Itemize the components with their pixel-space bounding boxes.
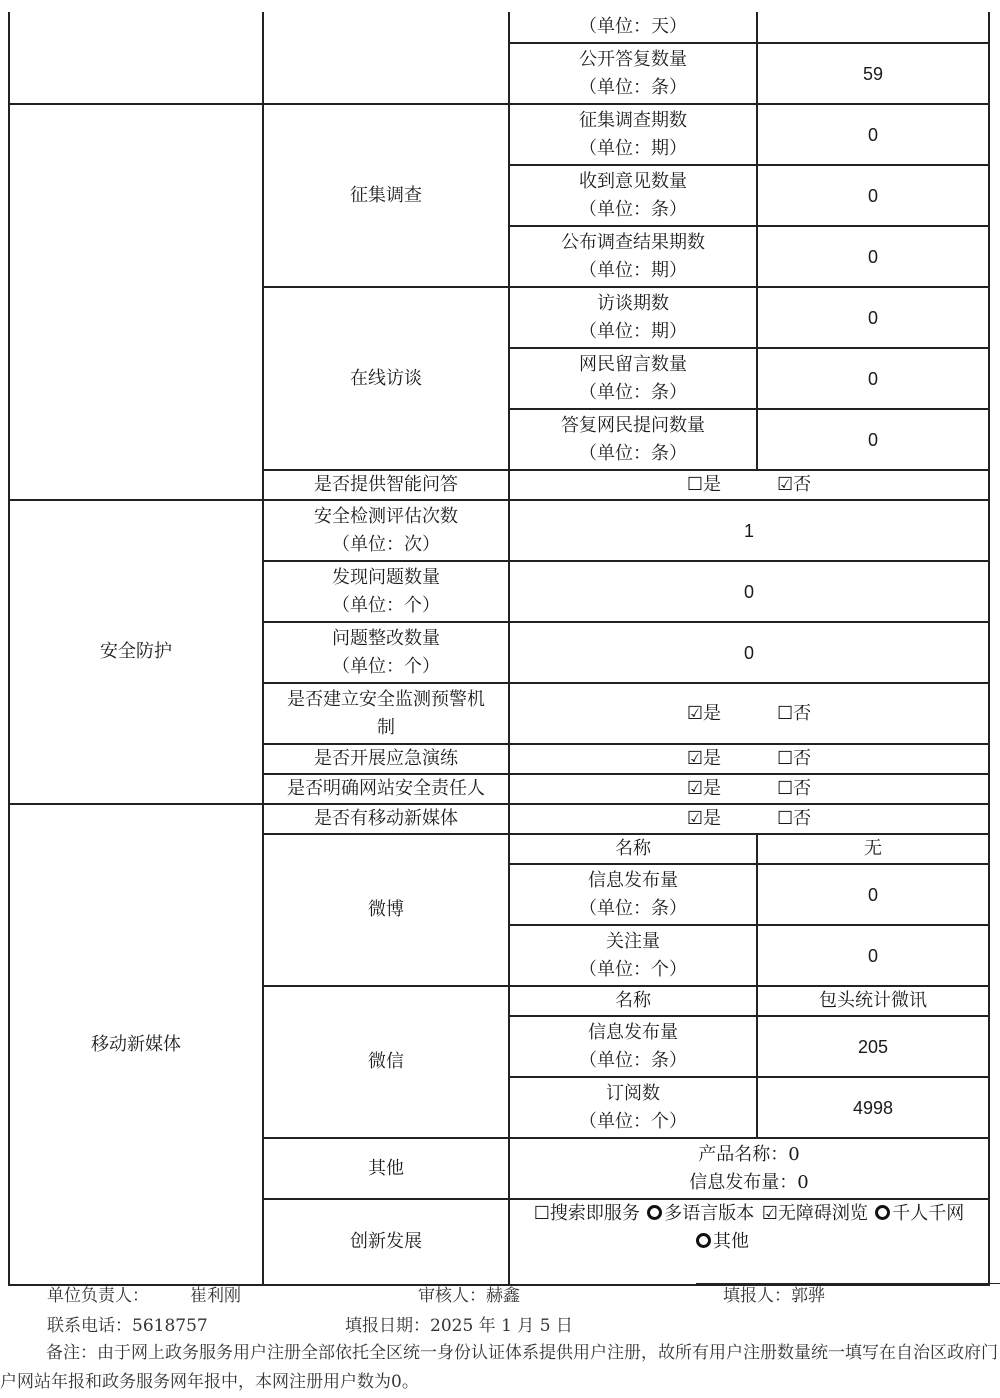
option-personalized[interactable]: 千人千网 [875,1200,964,1228]
section-cell-continued-2 [9,104,263,500]
row-value: 4998 [757,1077,989,1138]
head-name: 崔利刚 [190,1286,241,1306]
group-cell-continued [263,12,509,104]
mobile-has-label: 是否有移动新媒体 [263,804,509,834]
warning-label: 是否建立安全监测预警机 制 [263,683,509,744]
row-label: 网民留言数量 （单位：条） [509,348,757,409]
warning-options [509,683,989,744]
owner-options [509,774,989,804]
checkbox-no[interactable]: ☐否 [777,808,812,829]
group-wechat: 微信 [263,986,509,1138]
radio-icon [647,1205,662,1220]
checkbox-no[interactable]: ☐否 [777,778,812,799]
checkbox-yes[interactable]: ☑是 [686,748,721,769]
row-label: 公开答复数量 （单位：条） [509,43,757,104]
row-value: 0 [757,226,989,287]
row-label: 公布调查结果期数 （单位：期） [509,226,757,287]
row-label: 访谈期数 （单位：期） [509,287,757,348]
row-label: 名称 [509,986,757,1016]
option-search-service[interactable]: ☐搜索即服务 [533,1203,640,1224]
row-value: 0 [509,622,989,683]
checkbox-yes[interactable]: ☐是 [686,474,721,495]
option-accessibility[interactable]: ☑无障碍浏览 [761,1203,868,1224]
fill-date: 填报日期：2025 年 1 月 5 日 [345,1316,573,1336]
row-value: 1 [509,500,989,561]
row-value [757,12,989,43]
row-label: 关注量 （单位：个） [509,925,757,986]
head-label: 单位负责人： [47,1286,149,1306]
row-label: 安全检测评估次数 （单位：次） [263,500,509,561]
row-value: 0 [757,348,989,409]
group-weibo: 微博 [263,834,509,986]
other-info: 产品名称：0 信息发布量：0 [509,1138,989,1199]
mobile-has-options [509,804,989,834]
row-label: 问题整改数量 （单位：个） [263,622,509,683]
row-label: 征集调查期数 （单位：期） [509,104,757,165]
row-label: 信息发布量 （单位：条） [509,1016,757,1077]
row-label: 信息发布量 （单位：条） [509,864,757,925]
section-security: 安全防护 [9,500,263,804]
group-interview: 在线访谈 [263,287,509,470]
section-mobile-media: 移动新媒体 [9,804,263,1285]
group-survey: 征集调查 [263,104,509,287]
filler: 填报人：郭骅 [723,1286,825,1306]
section-innovation: 创新发展 [263,1199,509,1285]
checkbox-no[interactable]: ☐否 [777,748,812,769]
report-table [8,12,990,1286]
row-label: 答复网民提问数量 （单位：条） [509,409,757,470]
checkbox-yes[interactable]: ☑是 [686,778,721,799]
group-other: 其他 [263,1138,509,1199]
row-value: 0 [757,409,989,470]
row-value: 205 [757,1016,989,1077]
remark-text: 备注：由于网上政务服务用户注册全部依托全区统一身份认证体系提供用户注册，故所有用户注册数量统一填写在自治区政府门户网站年报和政务服务网年报中，本网注册用户数为0。 [0,1343,998,1392]
checkbox-no[interactable]: ☐否 [777,702,812,724]
row-label: （单位：天） [509,12,757,43]
section-cell-continued [9,12,263,104]
owner-label: 是否明确网站安全责任人 [263,774,509,804]
row-value: 59 [757,43,989,104]
radio-icon [696,1233,711,1248]
smart-qa-label: 是否提供智能问答 [263,470,509,500]
row-value: 包头统计微讯 [757,986,989,1016]
reviewer: 审核人：赫鑫 [418,1286,520,1306]
row-value: 0 [757,864,989,925]
row-value: 0 [757,287,989,348]
drill-label: 是否开展应急演练 [263,744,509,774]
row-label: 名称 [509,834,757,864]
option-multilang[interactable]: 多语言版本 [647,1200,754,1228]
radio-icon [875,1205,890,1220]
checkbox-yes[interactable]: ☑是 [686,702,721,724]
row-value: 0 [757,165,989,226]
checkbox-yes[interactable]: ☑是 [686,808,721,829]
phone: 联系电话：5618757 [47,1316,208,1336]
row-value: 无 [757,834,989,864]
innovation-options [509,1199,989,1285]
row-label: 订阅数 （单位：个） [509,1077,757,1138]
row-label: 发现问题数量 （单位：个） [263,561,509,622]
drill-options [509,744,989,774]
smart-qa-options [509,470,989,500]
row-value: 0 [757,104,989,165]
checkbox-no[interactable]: ☑否 [777,474,812,495]
row-label: 收到意见数量 （单位：条） [509,165,757,226]
row-value: 0 [757,925,989,986]
row-value: 0 [509,561,989,622]
option-other[interactable]: 其他 [696,1228,749,1256]
